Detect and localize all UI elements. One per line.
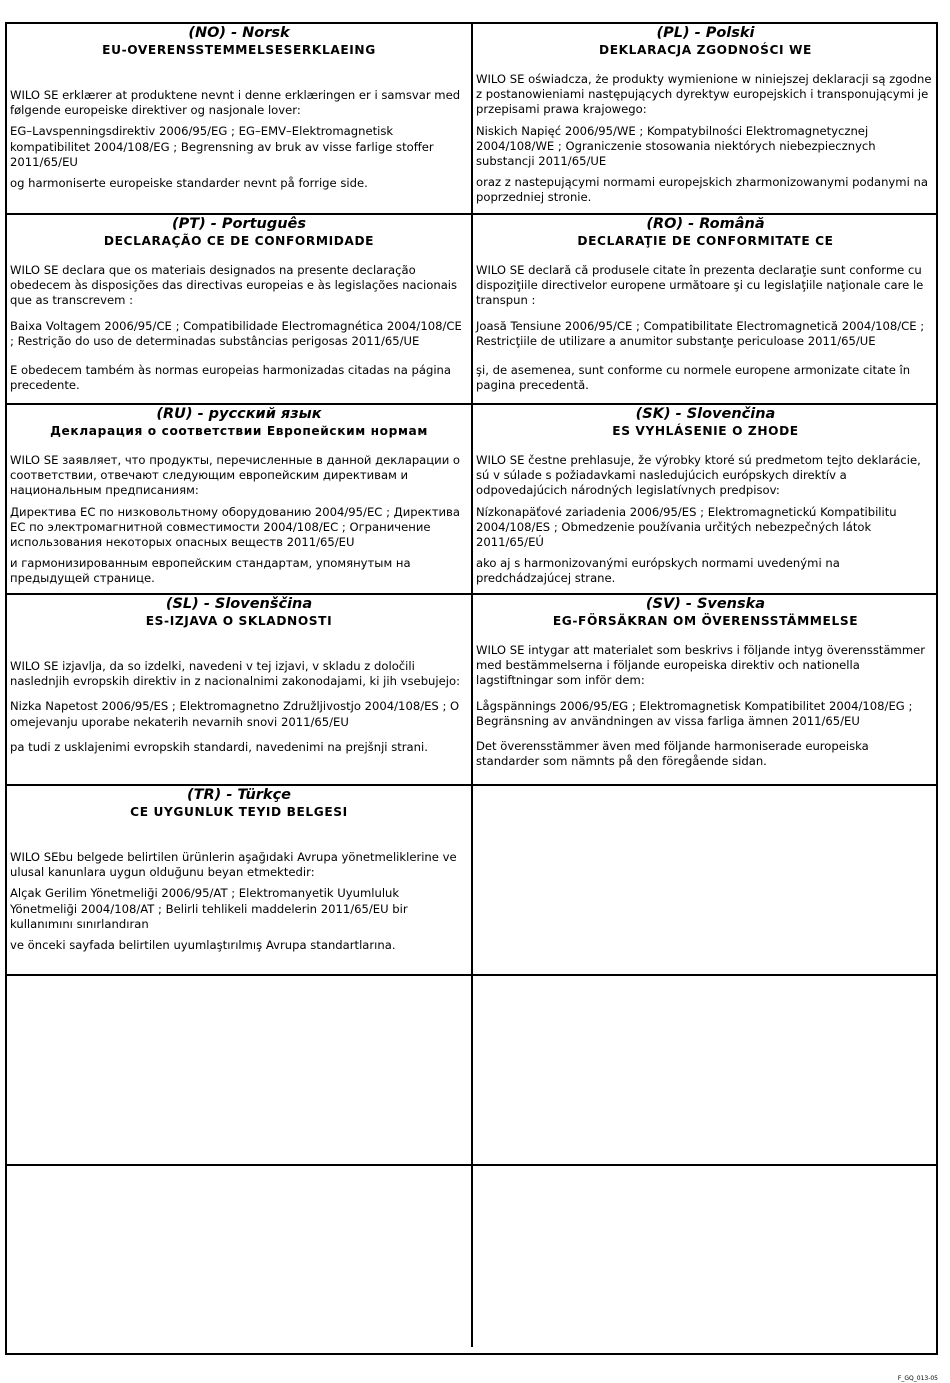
empty-cell (7, 1166, 473, 1347)
section-directives: Nizka Napetost 2006/95/ES ; Elektromagnetno Združljivostjo 2004/108/ES ; O omejevanju uporabe nekaterih nevarnih snovi 2011/65/EU (10, 699, 460, 729)
section-language: (SL) - Slovenščina (165, 596, 313, 612)
empty-cell (473, 1166, 938, 1347)
section-title: DECLARAÇÃO CE DE CONFORMIDADE (103, 234, 375, 248)
section-pt (7, 215, 473, 405)
section-intro: WILO SE declară că produsele citate în prezenta declaraţie sunt conforme cu dispoziţiile directivelor europene următoare şi cu legislaţiile naţionale care le transpun : (476, 263, 924, 308)
document-code: F_GQ_013-05 (897, 1375, 938, 1382)
section-directives: Joasă Tensiune 2006/95/CE ; Compatibilitate Electromagnetică 2004/108/CE ; Restricţiile de utilizare a anumitor substanţe periculoase 2011/65/UE (476, 318, 925, 348)
section-title: Декларация о соответствии Европейским нормам (50, 424, 428, 438)
section-language: (SV) - Svenska (645, 596, 766, 612)
section-directives: EG–Lavspenningsdirektiv 2006/95/EG ; EG–EMV–Elektromagnetisk kompatibilitet 2004/108/EG ; Begrensning av bruk av visse farlige stoffer 2011/65/EU (10, 124, 434, 169)
section-language: (PT) - Português (171, 216, 307, 232)
section-title: CE UYGUNLUK TEYID BELGESI (130, 805, 348, 819)
section-intro: WILO SEbu belgede belirtilen ürünlerin aşağıdaki Avrupa yönetmeliklerine ve ulusal kanunlara uygun olduğunu beyan etmektedir: (10, 850, 457, 880)
declaration-grid (5, 22, 938, 1355)
section-title: DEKLARACJA ZGODNOŚCI WE (598, 43, 812, 57)
section-title: EG-FÖRSÄKRAN OM ÖVERENSSTÄMMELSE (552, 614, 859, 628)
section-pl (473, 24, 938, 215)
section-language: (RU) - русский язык (156, 406, 322, 422)
section-intro: WILO SE oświadcza, że produkty wymienione w niniejszej deklaracji są zgodne z postanowieniami następujących dyrektyw europejskich i transponującymi je przepisami prawa krajowego: (476, 72, 932, 117)
section-title: EU-OVERENSSTEMMELSESERKLAEING (102, 43, 376, 57)
section-directives: Lågspännings 2006/95/EG ; Elektromagnetisk Kompatibilitet 2004/108/EG ; Begränsning av användningen av vissa farliga ämnen 2011/65/EU (476, 698, 913, 728)
section-intro: WILO SE заявляет, что продукты, перечисленные в данной декларации о соответствии, отвечают следующим европейским директивам и национальным предписаниям: (10, 453, 461, 498)
section-language: (SK) - Slovenčina (635, 406, 776, 422)
section-closing: ve önceki sayfada belirtilen uyumlaştırılmış Avrupa standartlarına. (10, 938, 396, 953)
section-sk (473, 405, 938, 595)
section-intro: WILO SE erklærer at produktene nevnt i denne erklæringen er i samsvar med følgende europeiske direktiver og nasjonale lover: (10, 88, 461, 118)
section-closing: şi, de asemenea, sunt conforme cu normele europene armonizate citate în pagina precedentă. (476, 363, 911, 393)
section-title: DECLARAŢIE DE CONFORMITATE CE (577, 234, 834, 248)
section-language: (PL) - Polski (656, 25, 755, 41)
section-language: (TR) - Türkçe (187, 787, 291, 803)
section-intro: WILO SE declara que os materiais designados na presente declaração obedecem às disposições das directivas europeias e às legislações nacionais que as transcrevem : (10, 263, 458, 308)
section-intro: WILO SE izjavlja, da so izdelki, navedeni v tej izjavi, v skladu z določili naslednjih evropskih direktiv in z nacionalnimi zakonodajami, ki jih vsebujejo: (10, 659, 460, 689)
section-language: (RO) - Română (646, 216, 765, 232)
empty-cell (473, 786, 938, 976)
section-title: ES-IZJAVA O SKLADNOSTI (145, 614, 333, 628)
section-closing: Det överensstämmer även med följande harmoniserade europeiska standarder som nämnts på den föregående sidan. (476, 739, 869, 769)
section-directives: Nízkonapäťové zariadenia 2006/95/ES ; Elektromagnetickú Kompatibilitu 2004/108/ES ; Obmedzenie používania určitých nebezpečných látok 2011/65/EÚ (476, 504, 897, 550)
section-intro: WILO SE intygar att materialet som beskrivs i följande intyg överensstämmer med bestämmelserna i följande europeiska direktiv och nationella lagstiftningar som inför dem: (476, 643, 926, 688)
section-title: ES VYHLÁSENIE O ZHODE (612, 424, 799, 438)
section-tr (7, 786, 473, 976)
section-closing: и гармонизированным европейским стандартам, упомянутым на предыдущей странице. (10, 556, 411, 586)
section-closing: E obedecem também às normas europeias harmonizadas citadas na página precedente. (10, 363, 451, 393)
section-closing: oraz z nastepującymi normami europejskich zharmonizowanymi podanymi na poprzedniej stronie. (476, 175, 928, 205)
section-no (7, 24, 473, 215)
empty-cell (7, 976, 473, 1166)
section-closing: pa tudi z usklajenimi evropskih standardi, navedenimi na prejšnji strani. (10, 739, 428, 754)
section-sv (473, 595, 938, 786)
section-closing: ako aj s harmonizovanými európskych normami uvedenými na predchádzajúcej strane. (476, 556, 840, 586)
section-ro (473, 215, 938, 405)
section-ru (7, 405, 473, 595)
section-intro: WILO SE čestne prehlasuje, že výrobky ktoré sú predmetom tejto deklarácie, sú v súlade s požiadavkami nasledujúcich európskych direktív a odpovedajúcich národných legislatívnych predpisov: (476, 453, 921, 498)
empty-cell (473, 976, 938, 1166)
section-directives: Alçak Gerilim Yönetmeliği 2006/95/AT ; Elektromanyetik Uyumluluk Yönetmeliği 2004/108/AT ; Belirli tehlikeli maddelerin 2011/65/EU bir kullanımını sınırlandıran (10, 886, 408, 931)
section-directives: Директива ЕС по низковольтному оборудованию 2004/95/EC ; Директива ЕС по электромагнитной совместимости 2004/108/EC ; Ограничение использования некоторых опасных веществ 2011/65/EU (10, 504, 460, 550)
section-language: (NO) - Norsk (188, 25, 290, 41)
section-directives: Niskich Napięć 2006/95/WE ; Kompatybilności Elektromagnetycznej 2004/108/WE ; Ograniczenie stosowania niektórych niebezpiecznych substancji 2011/65/UE (476, 123, 876, 169)
section-directives: Baixa Voltagem 2006/95/CE ; Compatibilidade Electromagnética 2004/108/CE ; Restrição do uso de determinadas substâncias perigosas 2011/65/UE (10, 318, 462, 348)
section-closing: og harmoniserte europeiske standarder nevnt på forrige side. (10, 176, 368, 191)
section-sl (7, 595, 473, 786)
